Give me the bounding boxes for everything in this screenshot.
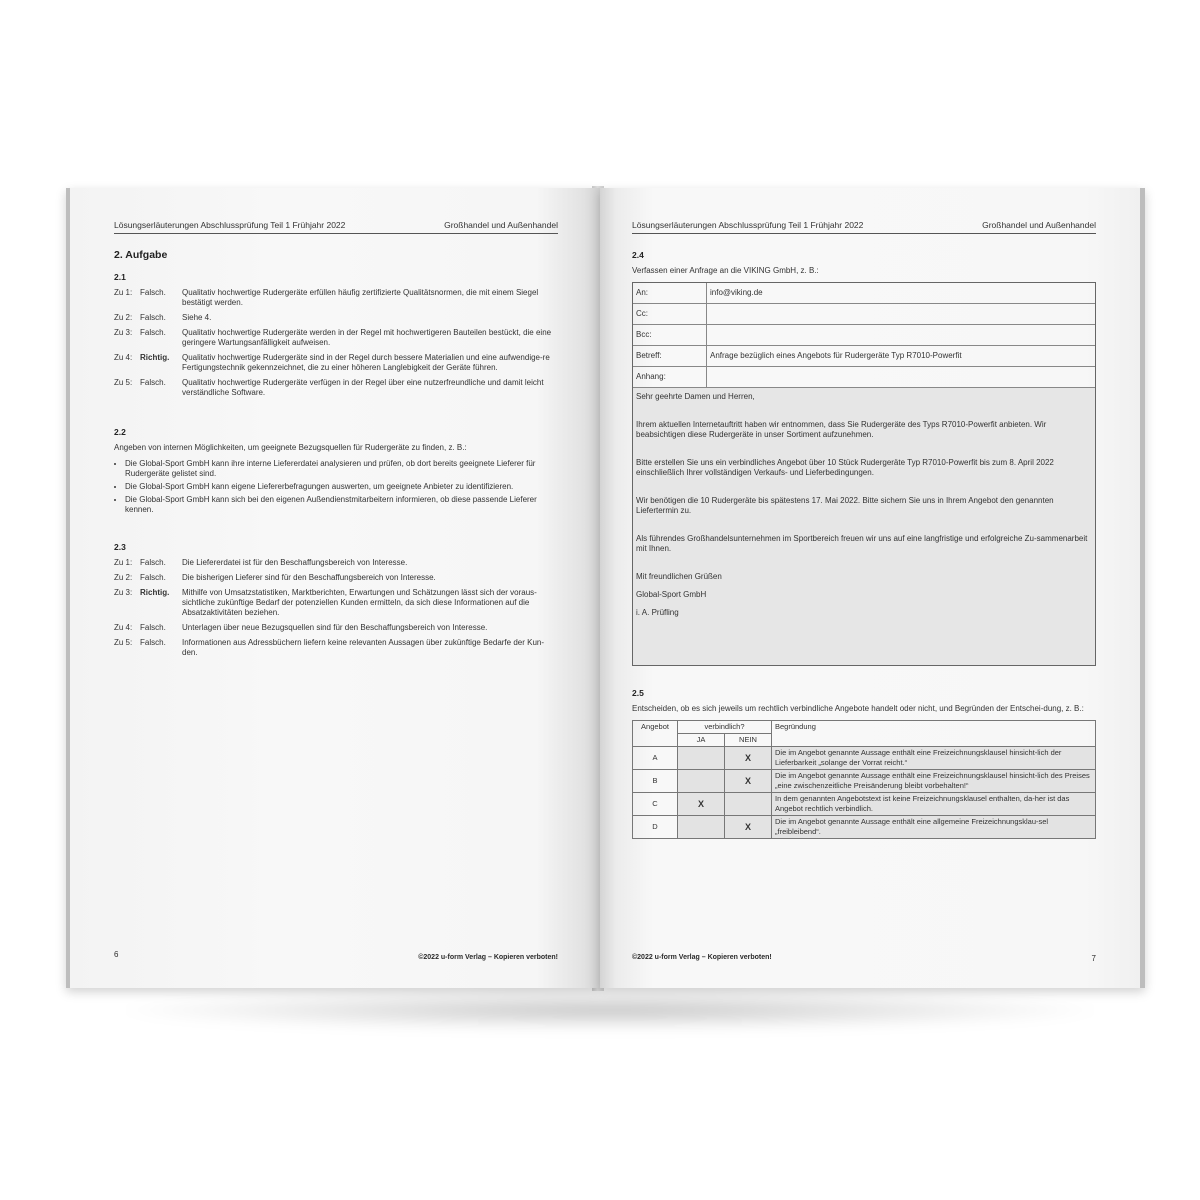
reason-cell: Die im Angebot genannte Aussage enthält eine Freizeichnungsklausel hinsicht-lich des Preises „eine zwischenzeitliche Preisänderung bleibt vorbehalten!“ xyxy=(772,770,1096,793)
subsection-2-5-title: 2.5 xyxy=(632,688,644,698)
answer-text: Unterlagen über neue Bezugsquellen sind für den Beschaffungsbereich von Interesse. xyxy=(182,623,488,632)
answers-2-3 xyxy=(114,558,558,658)
email-greeting: Sehr geehrte Damen und Herren, xyxy=(636,392,755,401)
email-signer: i. A. Prüfling xyxy=(636,608,679,617)
answer-text: Informationen aus Adressbüchern liefern keine relevanten Aussagen über zukünftige Bedarfe der Kun-den. xyxy=(182,638,545,657)
email-paragraph: Ihrem aktuellen Internetauftritt haben wir entnommen, dass Sie Rudergeräte des Typs R7010-Powerfit anbieten. Wir beabsichtigen diese Rudergeräte in unser Sortiment aufzunehmen. xyxy=(636,420,1047,439)
bullet-item: • Die Global-Sport GmbH kann sich bei den eigenen Außendienstmitarbeitern informieren, ob diese passende Lieferer kennen. xyxy=(125,495,558,515)
answer-text: Qualitativ hochwertige Rudergeräte verfügen in der Regel über eine nutzerfreundliche und damit leicht verständliche Software. xyxy=(182,378,544,397)
email-cc-row xyxy=(633,304,1095,325)
answer-text: Mithilfe von Umsatzstatistiken, Marktberichten, Erwartungen und Schätzungen lässt sich der voraus-sichtliche zukünftige Bedarf der potenziellen Kunden ermitteln, da sich diese Informationen auf die Absatzaktivitäten beziehen. xyxy=(182,588,537,617)
yes-cell xyxy=(678,816,725,839)
bullet-item: • Die Global-Sport GmbH kann eigene Liefererbefragungen auswerten, um geeignete Anbieter zu identifizieren. xyxy=(125,482,558,492)
right-page-content xyxy=(632,250,1096,839)
subsection-2-4-title: 2.4 xyxy=(632,250,644,260)
subsection-2-3-title: 2.3 xyxy=(114,542,126,552)
answer-row xyxy=(114,558,558,568)
answer-verdict: Falsch. xyxy=(140,313,166,322)
email-subject-row xyxy=(633,346,1095,367)
copyright-right: ©2022 u-form Verlag – Kopieren verboten! xyxy=(632,954,772,961)
yes-cell: X xyxy=(678,793,725,816)
answers-2-1 xyxy=(114,288,558,398)
no-cell xyxy=(725,793,772,816)
running-head-left xyxy=(114,220,558,234)
yes-cell xyxy=(678,747,725,770)
no-cell: X xyxy=(725,816,772,839)
answer-number: Zu 3: xyxy=(114,588,133,597)
reason-cell: Die im Angebot genannte Aussage enthält eine Freizeichnungsklausel hinsicht-lich der Lieferbarkeit „solange der Vorrat reicht.“ xyxy=(772,747,1096,770)
answer-text: Die Liefererdatei ist für den Beschaffungsbereich von Interesse. xyxy=(182,558,408,567)
page-number-right: 7 xyxy=(1091,954,1096,963)
page-number-left: 6 xyxy=(114,950,119,959)
running-head-title: Lösungserläuterungen Abschlussprüfung Teil 1 Frühjahr 2022 xyxy=(632,220,864,230)
answer-text: Die bisherigen Lieferer sind für den Beschaffungsbereich von Interesse. xyxy=(182,573,436,582)
email-form xyxy=(632,282,1096,666)
answer-verdict: Falsch. xyxy=(140,288,166,297)
header-reason: Begründung xyxy=(772,721,1096,747)
offer-cell: C xyxy=(633,793,678,816)
answer-row xyxy=(114,313,558,323)
answer-number: Zu 5: xyxy=(114,638,133,647)
answer-verdict: Falsch. xyxy=(140,623,166,632)
email-attachment-row xyxy=(633,367,1095,388)
answer-verdict: Richtig. xyxy=(140,353,170,362)
email-to-label: An: xyxy=(633,283,707,303)
answer-number: Zu 1: xyxy=(114,288,133,297)
table-row xyxy=(633,770,1096,793)
header-binding: verbindlich? xyxy=(678,721,772,734)
answer-number: Zu 2: xyxy=(114,313,133,322)
running-head-right xyxy=(632,220,1096,234)
book-shadow xyxy=(120,990,1100,1030)
email-paragraph: Als führendes Großhandelsunternehmen im Sportbereich freuen wir uns auf eine langfristige und erfolgreiche Zu-sammenarbeit mit Ihnen. xyxy=(636,534,1088,553)
subsection-2-4-intro: Verfassen einer Anfrage an die VIKING GmbH, z. B.: xyxy=(632,266,819,275)
email-paragraph: Wir benötigen die 10 Rudergeräte bis spätestens 17. Mai 2022. Bitte sichern Sie uns in Ihrem Angebot den genannten Liefertermin zu. xyxy=(636,496,1054,515)
answer-number: Zu 5: xyxy=(114,378,133,387)
email-closing: Mit freundlichen Grüßen xyxy=(636,572,722,581)
left-page xyxy=(66,188,600,988)
section-title: 2. Aufgabe xyxy=(114,249,168,261)
no-cell: X xyxy=(725,770,772,793)
answer-verdict: Falsch. xyxy=(140,573,166,582)
email-paragraph: Bitte erstellen Sie uns ein verbindliches Angebot über 10 Stück Rudergeräte Typ R7010-Powerfit bis zum 8. April 2022 einschließlich Ihrer vollständigen Verkaufs- und Lieferbedingungen. xyxy=(636,458,1054,477)
subsection-2-5-intro: Entscheiden, ob es sich jeweils um rechtlich verbindliche Angebote handelt oder nicht, und Begründen der Entschei-dung, z. B.: xyxy=(632,704,1084,713)
bullet-list xyxy=(114,459,558,515)
running-head-subject: Großhandel und Außenhandel xyxy=(444,220,558,230)
answer-text: Qualitativ hochwertige Rudergeräte erfüllen häufig zertifizierte Qualitätsnormen, die mit einem Siegel bestätigt werden. xyxy=(182,288,539,307)
answer-verdict: Richtig. xyxy=(140,588,170,597)
answer-row xyxy=(114,588,558,618)
answer-row xyxy=(114,623,558,633)
email-bcc-row xyxy=(633,325,1095,346)
answer-row xyxy=(114,288,558,308)
email-subject-label: Betreff: xyxy=(633,346,707,366)
answer-row xyxy=(114,573,558,583)
answer-number: Zu 4: xyxy=(114,623,133,632)
answer-verdict: Falsch. xyxy=(140,328,166,337)
running-head-subject: Großhandel und Außenhandel xyxy=(982,220,1096,230)
answer-verdict: Falsch. xyxy=(140,638,166,647)
email-company: Global-Sport GmbH xyxy=(636,590,707,599)
offer-cell: D xyxy=(633,816,678,839)
email-attachment-label: Anhang: xyxy=(633,367,707,387)
offer-cell: A xyxy=(633,747,678,770)
answer-row xyxy=(114,353,558,373)
table-row xyxy=(633,816,1096,839)
email-cc-label: Cc: xyxy=(633,304,707,324)
answer-number: Zu 1: xyxy=(114,558,133,567)
reason-cell: In dem genannten Angebotstext ist keine Freizeichnungsklausel enthalten, da-her ist das Angebot rechtlich verbindlich. xyxy=(772,793,1096,816)
offer-cell: B xyxy=(633,770,678,793)
answer-verdict: Falsch. xyxy=(140,378,166,387)
bullet-item: • Die Global-Sport GmbH kann ihre interne Liefererdatei analysieren und prüfen, ob dort bereits geeignete Lieferer für Rudergeräte gelistet sind. xyxy=(125,459,558,479)
header-yes: JA xyxy=(678,734,725,747)
running-head-title: Lösungserläuterungen Abschlussprüfung Teil 1 Frühjahr 2022 xyxy=(114,220,346,230)
yes-cell xyxy=(678,770,725,793)
subsection-2-2-intro: Angeben von internen Möglichkeiten, um geeignete Bezugsquellen für Rudergeräte zu finden, z. B.: xyxy=(114,443,467,452)
copyright-left: ©2022 u-form Verlag – Kopieren verboten! xyxy=(418,954,558,961)
answer-verdict: Falsch. xyxy=(140,558,166,567)
answer-text: Siehe 4. xyxy=(182,313,212,322)
table-row xyxy=(633,793,1096,816)
offer-table xyxy=(632,720,1096,839)
subsection-2-1-title: 2.1 xyxy=(114,272,126,282)
answer-text: Qualitativ hochwertige Rudergeräte werden in der Regel mit hochwertigeren Bauteilen bestückt, die eine geringere Wartungsanfälligkeit aufweisen. xyxy=(182,328,552,347)
answer-row xyxy=(114,638,558,658)
left-page-content xyxy=(114,250,558,663)
email-to-value: info@viking.de xyxy=(710,288,763,297)
email-bcc-label: Bcc: xyxy=(633,325,707,345)
right-page xyxy=(600,188,1145,988)
subsection-2-2-title: 2.2 xyxy=(114,427,126,437)
email-body xyxy=(633,388,1095,665)
email-subject-value: Anfrage bezüglich eines Angebots für Rudergeräte Typ R7010-Powerfit xyxy=(710,351,962,360)
answer-row xyxy=(114,378,558,398)
reason-cell: Die im Angebot genannte Aussage enthält eine allgemeine Freizeichnungsklau-sel „freibleibend“. xyxy=(772,816,1096,839)
answer-number: Zu 2: xyxy=(114,573,133,582)
answer-number: Zu 3: xyxy=(114,328,133,337)
email-to-row xyxy=(633,283,1095,304)
answer-number: Zu 4: xyxy=(114,353,133,362)
table-header-row xyxy=(633,721,1096,734)
answer-row xyxy=(114,328,558,348)
table-row xyxy=(633,747,1096,770)
answer-text: Qualitativ hochwertige Rudergeräte sind in der Regel durch bessere Materialien und eine aufwendige-re Fertigungstechnik gekennzeichnet, die zu einer höheren Langlebigkeit der Geräte führen. xyxy=(182,353,550,372)
header-no: NEIN xyxy=(725,734,772,747)
header-offer: Angebot xyxy=(633,721,678,747)
no-cell: X xyxy=(725,747,772,770)
